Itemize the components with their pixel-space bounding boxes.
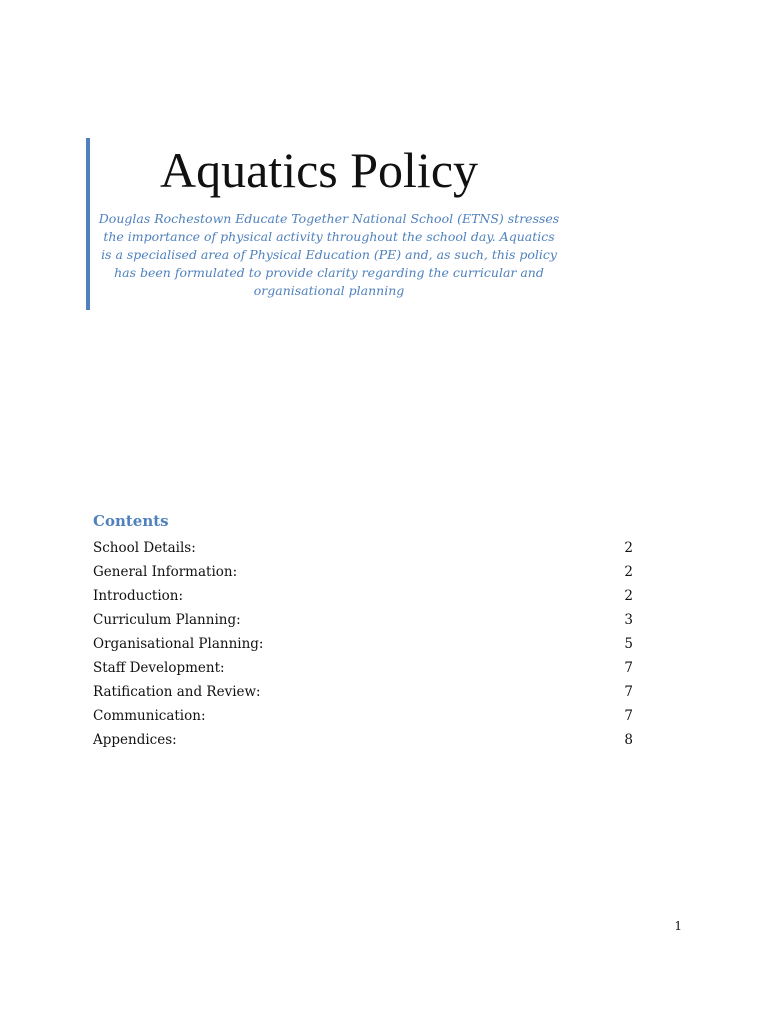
toc-entry-label: Organisational Planning:	[93, 636, 264, 652]
toc-entry-label: School Details:	[93, 540, 196, 556]
toc-entry-label: Curriculum Planning:	[93, 612, 241, 628]
title-block	[86, 138, 570, 310]
table-of-contents	[93, 510, 633, 752]
toc-entry-page: 7	[624, 708, 633, 724]
toc-entry-page: 7	[624, 660, 633, 676]
toc-entry-page: 3	[624, 612, 633, 628]
toc-entry-introduction[interactable]	[93, 584, 633, 608]
toc-entry-school-details[interactable]	[93, 536, 633, 560]
toc-entry-label: Communication:	[93, 708, 206, 724]
toc-entry-staff-development[interactable]	[93, 656, 633, 680]
toc-entry-label: Introduction:	[93, 588, 184, 604]
toc-entry-curriculum-planning[interactable]	[93, 608, 633, 632]
toc-entry-label: Appendices:	[93, 732, 177, 748]
toc-entry-page: 2	[624, 588, 633, 604]
toc-entry-label: General Information:	[93, 564, 238, 580]
toc-entry-general-information[interactable]	[93, 560, 633, 584]
toc-entry-ratification-and-review[interactable]	[93, 680, 633, 704]
toc-entry-communication[interactable]	[93, 704, 633, 728]
toc-entry-page: 2	[624, 564, 633, 580]
document-subtitle: Douglas Rochestown Educate Together National School (ETNS) stresses the importance of physical activity throughout the school day. Aquatics is a specialised area of Physical Education (PE) and, as such, this policy has been formulated to provide clarity regarding the curricular and organisational planning	[98, 211, 560, 298]
toc-entry-organisational-planning[interactable]	[93, 632, 633, 656]
toc-entry-page: 5	[624, 636, 633, 652]
toc-entry-appendices[interactable]	[93, 728, 633, 752]
toc-entry-page: 8	[624, 732, 633, 748]
contents-heading: Contents	[93, 512, 169, 530]
page-number: 1	[674, 919, 682, 933]
toc-entry-page: 2	[624, 540, 633, 556]
toc-entry-label: Staff Development:	[93, 660, 225, 676]
toc-entry-page: 7	[624, 684, 633, 700]
toc-list	[93, 536, 633, 752]
toc-entry-label: Ratification and Review:	[93, 684, 261, 700]
document-title: Aquatics Policy	[160, 142, 479, 198]
